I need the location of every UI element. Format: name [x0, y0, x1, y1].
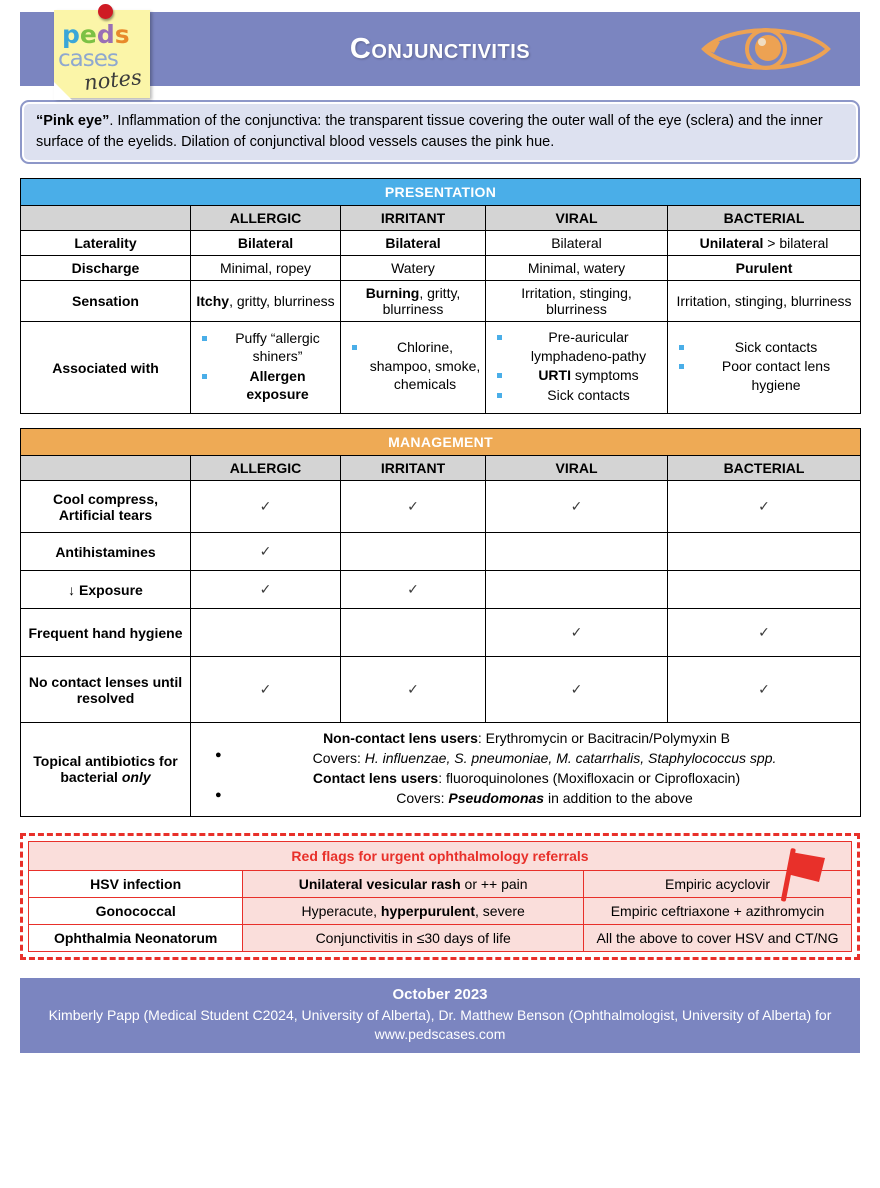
row-label-laterality: Laterality [21, 231, 191, 256]
check-exposure-irritant: ✓ [341, 571, 486, 609]
management-col-bacterial: BACTERIAL [668, 456, 861, 481]
list-item: Pre-auricular lymphadeno-pathy [494, 328, 663, 365]
cell-laterality-viral: Bilateral [486, 231, 668, 256]
table-row [29, 897, 852, 924]
check-antihistamines-bacterial [668, 533, 861, 571]
row-label-hand-hygiene: Frequent hand hygiene [21, 609, 191, 657]
row-label-sensation: Sensation [21, 281, 191, 322]
check-cool-compress-irritant: ✓ [341, 481, 486, 533]
management-col-viral: VIRAL [486, 456, 668, 481]
management-band-row [21, 429, 861, 456]
table-row [21, 481, 861, 533]
list-item: URTI symptoms [494, 366, 663, 384]
cell-associated-irritant [341, 322, 486, 414]
table-row [21, 231, 861, 256]
red-flag-finding-hsv: Unilateral vesicular rash or ++ pain [243, 870, 584, 897]
page-header [20, 12, 860, 95]
table-row [21, 281, 861, 322]
management-header-row [21, 456, 861, 481]
logo-peds-text: peds [62, 20, 130, 49]
red-flag-treatment-gonococcal: Empiric ceftriaxone + azithromycin [584, 897, 852, 924]
table-row [29, 924, 852, 951]
check-exposure-allergic: ✓ [191, 571, 341, 609]
cell-associated-viral [486, 322, 668, 414]
cell-associated-bacterial [668, 322, 861, 414]
list-item: Allergen exposure [199, 367, 336, 404]
logo-page-fold-icon [54, 82, 72, 100]
row-label-discharge: Discharge [21, 256, 191, 281]
table-row [21, 571, 861, 609]
eye-icon [700, 22, 832, 81]
red-flag-treatment-ophthalmia: All the above to cover HSV and CT/NG [584, 924, 852, 951]
row-label-cool-compress: Cool compress, Artificial tears [21, 481, 191, 533]
check-no-lenses-allergic: ✓ [191, 657, 341, 723]
cell-discharge-allergic: Minimal, ropey [191, 256, 341, 281]
list-item: Puffy “allergic shiners” [199, 329, 336, 366]
cell-sensation-viral: Irritation, stinging, blurriness [486, 281, 668, 322]
row-label-no-contact-lenses: No contact lenses until resolved [21, 657, 191, 723]
check-hand-hygiene-viral: ✓ [486, 609, 668, 657]
cell-sensation-irritant: Burning, gritty, blurriness [341, 281, 486, 322]
presentation-col-allergic: ALLERGIC [191, 206, 341, 231]
cell-discharge-viral: Minimal, watery [486, 256, 668, 281]
row-label-antihistamines: Antihistamines [21, 533, 191, 571]
check-antihistamines-allergic: ✓ [191, 533, 341, 571]
check-cool-compress-viral: ✓ [486, 481, 668, 533]
page-footer [20, 978, 860, 1053]
list-item: Poor contact lens hygiene [676, 357, 856, 394]
red-flag-condition-hsv: HSV infection [29, 870, 243, 897]
check-cool-compress-bacterial: ✓ [668, 481, 861, 533]
abx-line-contact-coverage: ● Covers: Pseudomonas in addition to the above [201, 789, 852, 809]
red-flag-finding-gonococcal: Hyperacute, hyperpurulent, severe [243, 897, 584, 924]
table-row [21, 533, 861, 571]
presentation-col-bacterial: BACTERIAL [668, 206, 861, 231]
table-row [21, 256, 861, 281]
check-antihistamines-irritant [341, 533, 486, 571]
abx-line-contact: Contact lens users: fluoroquinolones (Moxifloxacin or Ciprofloxacin) [312, 769, 741, 786]
check-cool-compress-allergic: ✓ [191, 481, 341, 533]
abx-line-noncontact-coverage: ● Covers: H. influenzae, S. pneumoniae, M. catarrhalis, Staphylococcus spp. [201, 749, 852, 769]
presentation-col-blank [21, 206, 191, 231]
management-col-irritant: IRRITANT [341, 456, 486, 481]
cell-discharge-bacterial: Purulent [668, 256, 861, 281]
cell-laterality-bacterial: Unilateral > bilateral [668, 231, 861, 256]
check-no-lenses-irritant: ✓ [341, 657, 486, 723]
pedscases-logo [48, 2, 156, 100]
logo-pushpin-icon [98, 4, 113, 19]
red-flags-title-row [29, 841, 852, 870]
check-hand-hygiene-bacterial: ✓ [668, 609, 861, 657]
check-hand-hygiene-irritant [341, 609, 486, 657]
row-label-associated-with: Associated with [21, 322, 191, 414]
check-no-lenses-bacterial: ✓ [668, 657, 861, 723]
check-exposure-bacterial [668, 571, 861, 609]
presentation-table [20, 178, 861, 414]
definition-lead: “Pink eye” [36, 113, 110, 129]
page-title: Conjunctivitis [349, 32, 531, 65]
red-flag-treatment-hsv: Empiric acyclovir [584, 870, 852, 897]
check-exposure-viral [486, 571, 668, 609]
infographic-page [0, 12, 880, 1188]
cell-sensation-bacterial: Irritation, stinging, blurriness [668, 281, 861, 322]
list-item: Sick contacts [676, 338, 856, 356]
management-table [20, 428, 861, 817]
cell-discharge-irritant: Watery [341, 256, 486, 281]
cell-sensation-allergic: Itchy, gritty, blurriness [191, 281, 341, 322]
check-antihistamines-viral [486, 533, 668, 571]
definition-body: . Inflammation of the conjunctiva: the transparent tissue covering the outer wall of the eye (sclera) and the inner surface of the eyelids. Dilation of conjunctival blood vessels causes the pink hue. [36, 113, 823, 150]
management-col-allergic: ALLERGIC [191, 456, 341, 481]
presentation-col-viral: VIRAL [486, 206, 668, 231]
presentation-band-row [21, 179, 861, 206]
footer-credits: Kimberly Papp (Medical Student C2024, University of Alberta), Dr. Matthew Benson (Ophthalmologist, University of Alberta) for www.pedscases.com [48, 1006, 832, 1042]
presentation-band-label: PRESENTATION [21, 179, 861, 206]
list-item: Chlorine, shampoo, smoke, chemicals [349, 338, 481, 393]
logo-cases-text: cases [58, 46, 118, 72]
check-hand-hygiene-allergic [191, 609, 341, 657]
cell-topical-antibiotics-detail [191, 723, 861, 817]
red-flag-condition-gonococcal: Gonococcal [29, 897, 243, 924]
table-row [21, 609, 861, 657]
abx-line-noncontact: Non-contact lens users: Erythromycin or Bacitracin/Polymyxin B [323, 730, 730, 747]
definition-box [20, 100, 860, 164]
table-row [21, 657, 861, 723]
table-row [21, 723, 861, 817]
cell-laterality-irritant: Bilateral [341, 231, 486, 256]
management-col-blank [21, 456, 191, 481]
logo-notes-text: notes [82, 65, 143, 95]
table-row [29, 870, 852, 897]
cell-laterality-allergic: Bilateral [191, 231, 341, 256]
red-flag-finding-ophthalmia: Conjunctivitis in ≤30 days of life [243, 924, 584, 951]
row-label-topical-antibiotics: Topical antibiotics for bacterial only [21, 723, 191, 817]
check-no-lenses-viral: ✓ [486, 657, 668, 723]
cell-associated-allergic [191, 322, 341, 414]
management-band-label: MANAGEMENT [21, 429, 861, 456]
red-flag-condition-ophthalmia: Ophthalmia Neonatorum [29, 924, 243, 951]
red-flags-section [20, 833, 860, 960]
presentation-col-irritant: IRRITANT [341, 206, 486, 231]
presentation-header-row [21, 206, 861, 231]
list-item: Sick contacts [494, 386, 663, 404]
row-label-reduce-exposure: ↓ Exposure [21, 571, 191, 609]
footer-date: October 2023 [392, 985, 488, 1003]
red-flags-title: Red flags for urgent ophthalmology referrals [29, 841, 852, 870]
red-flag-icon [779, 844, 835, 911]
red-flags-table [28, 841, 852, 952]
table-row [21, 322, 861, 414]
